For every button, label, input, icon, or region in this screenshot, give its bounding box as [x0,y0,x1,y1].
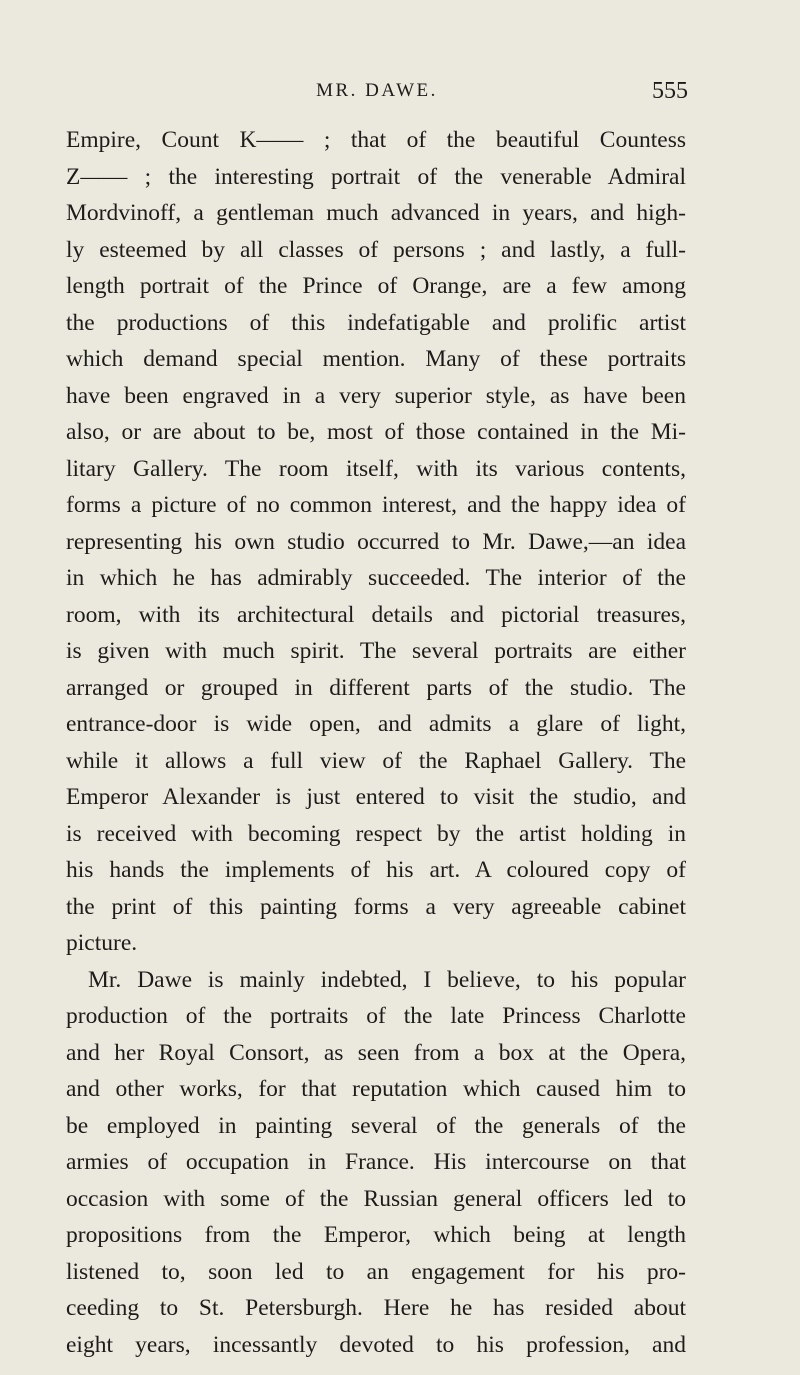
text-line: his hands the implements of his art. A coloured copy of [66,857,686,883]
text-line: also, or are about to be, most of those contained in the Mi- [66,419,686,445]
text-line: and other works, for that reputation which caused him to [66,1076,686,1102]
text-line: length portrait of the Prince of Orange, are a few among [66,273,686,299]
text-line: is received with becoming respect by the artist holding in [66,820,686,847]
text-line: litary Gallery. The room itself, with its various contents, [66,455,686,482]
body-text [66,122,686,1363]
text-line: eight years, incessantly devoted to his profession, and [66,1331,686,1358]
text-line: Mordvinoff, a gentleman much advanced in years, and high- [66,200,686,226]
text-line: armies of occupation in France. His intercourse on that [66,1149,686,1175]
text-line: arranged or grouped in different parts of the studio. The [66,674,686,701]
text-line: which demand special mention. Many of these portraits [66,346,686,372]
text-line: Emperor Alexander is just entered to visit the studio, and [66,784,686,810]
text-line: the productions of this indefatigable and prolific artist [66,309,686,336]
text-line: is given with much spirit. The several portraits are either [66,638,686,664]
text-line: forms a picture of no common interest, and the happy idea of [66,492,686,518]
text-line: be employed in painting several of the generals of the [66,1112,686,1139]
text-line: representing his own studio occurred to Mr. Dawe,—an idea [66,528,686,555]
text-line: while it allows a full view of the Raphael Gallery. The [66,747,686,774]
text-line: ly esteemed by all classes of persons ; and lastly, a full- [66,236,686,263]
text-line: Z—— ; the interesting portrait of the venerable Admiral [66,163,686,190]
text-line: ceeding to St. Petersburgh. Here he has resided about [66,1295,686,1321]
text-line: propositions from the Emperor, which being at length [66,1222,686,1248]
page-header [66,76,688,106]
text-line: room, with its architectural details and pictorial treasures, [66,601,686,628]
text-line: production of the portraits of the late Princess Charlotte [66,1003,686,1029]
text-line: have been engraved in a very superior style, as have been [66,382,686,409]
paragraph-first-line: Mr. Dawe is mainly indebted, I believe, to his popular [88,966,686,993]
text-line: in which he has admirably succeeded. The interior of the [66,565,686,591]
text-line: entrance-door is wide open, and admits a glare of light, [66,711,686,737]
running-head: MR. DAWE. [316,80,438,101]
paragraph-last-line: picture. [66,930,138,956]
text-line: the print of this painting forms a very agreeable cabinet [66,893,686,920]
text-line: Empire, Count K—— ; that of the beautiful Countess [66,127,686,153]
text-line: occasion with some of the Russian general officers led to [66,1185,686,1212]
page-number: 555 [652,78,688,104]
text-line: listened to, soon led to an engagement for his pro- [66,1258,686,1285]
text-line: and her Royal Consort, as seen from a box at the Opera, [66,1039,686,1066]
